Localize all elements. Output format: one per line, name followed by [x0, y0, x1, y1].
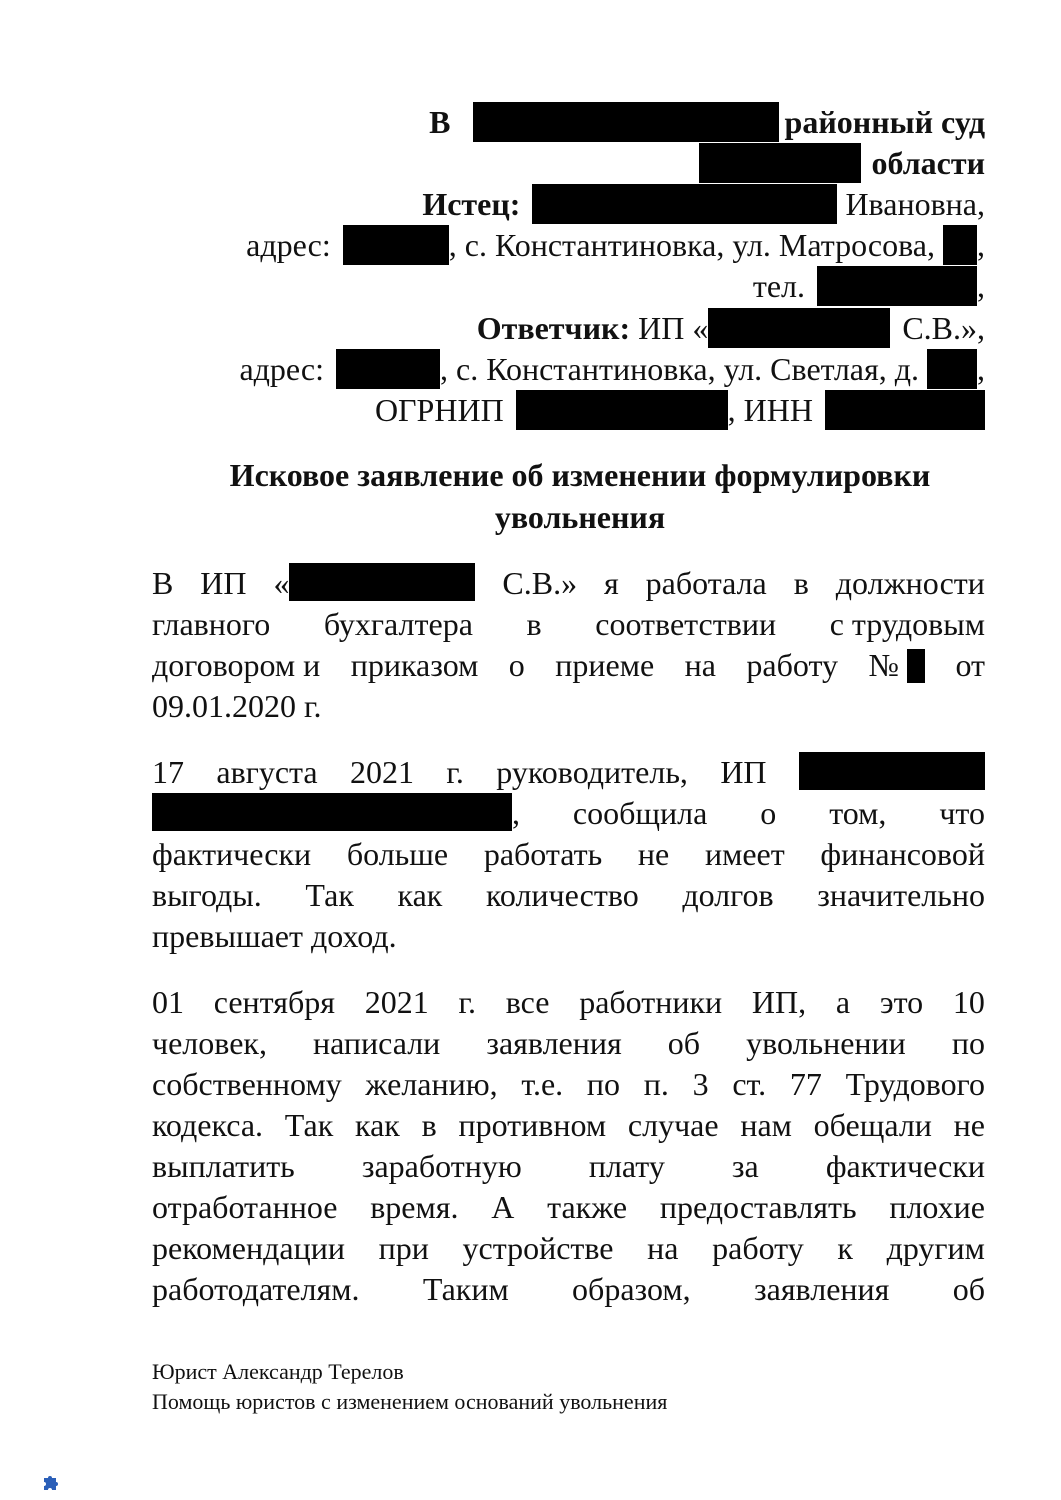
text-line: выплатить заработную плату за фактически — [152, 1148, 985, 1184]
text-line: главного бухгалтера в соответствии с трудовым — [152, 606, 985, 642]
text-line: В ИП « С.В.» я работала в должности — [152, 565, 985, 601]
region-line: области — [699, 143, 985, 183]
text-line: 17 августа 2021 г. руководитель, ИП — [152, 752, 985, 793]
redacted-defendant-name — [708, 308, 890, 348]
text-line: 09.01.2020 г. — [152, 688, 322, 724]
text-line: отработанное время. А также предоставлять плохие — [152, 1189, 985, 1225]
text-line: договором и приказом о приеме на работу № от — [152, 647, 985, 683]
text-line: человек, написали заявления об увольнении по — [152, 1025, 985, 1061]
text-line: 01 сентября 2021 г. все работники ИП, а это 10 — [152, 984, 985, 1020]
footer-author: Юрист Александр Терелов — [152, 1359, 404, 1384]
paragraph-3 — [152, 982, 985, 1310]
court-line: В районный суд — [429, 104, 985, 140]
redacted-ogrnip — [516, 390, 728, 430]
redacted-manager-name-2 — [152, 793, 512, 831]
redacted-plaintiff-name — [532, 184, 837, 224]
text-line: кодекса. Так как в противном случае нам обещали не — [152, 1107, 985, 1143]
plaintiff-address-line: адрес: , с. Константиновка, ул. Матросова, , — [246, 227, 985, 263]
phone-line: тел. , — [752, 268, 985, 304]
text-line: работодателям. Таким образом, заявления об — [152, 1271, 985, 1307]
paragraph-1 — [152, 563, 985, 727]
paragraph-2 — [152, 752, 985, 957]
ogrnip-line: ОГРНИП , ИНН — [375, 390, 985, 430]
text-line: выгоды. Так как количество долгов значительно — [152, 877, 985, 913]
redacted-defendant-district — [336, 349, 440, 389]
redacted-defendant-house — [927, 349, 977, 389]
text-line: превышает доход. — [152, 918, 397, 954]
redacted-court-name — [473, 102, 779, 142]
footer — [152, 1357, 667, 1417]
redacted-region — [699, 143, 861, 183]
puzzle-icon[interactable] — [38, 1474, 62, 1498]
redacted-plaintiff-district — [343, 225, 449, 265]
defendant-line: Ответчик: ИП « С.В.», — [476, 310, 985, 346]
footer-subtitle: Помощь юристов с изменением оснований увольнения — [152, 1389, 668, 1414]
defendant-address-line: адрес: , с. Константиновка, ул. Светлая, д. , — [239, 351, 985, 387]
plaintiff-line: Истец: Ивановна, — [422, 186, 985, 222]
redacted-plaintiff-house — [943, 225, 977, 265]
text-line: собственному желанию, т.е. по п. 3 ст. 77 Трудового — [152, 1066, 985, 1102]
text-line: рекомендации при устройстве на работу к другим — [152, 1230, 985, 1266]
puzzle-icon-shape — [44, 1476, 58, 1490]
redacted-inn — [825, 390, 985, 430]
redacted-order-number — [907, 649, 925, 683]
document-title: Исковое заявление об изменении формулировки увольнения — [229, 457, 931, 535]
redacted-employer-name — [289, 563, 475, 601]
text-line: , сообщила о том, что — [152, 793, 985, 834]
redacted-phone — [817, 266, 977, 306]
text-line: фактически больше работать не имеет финансовой — [152, 836, 985, 872]
redacted-manager-name-1 — [799, 752, 985, 790]
